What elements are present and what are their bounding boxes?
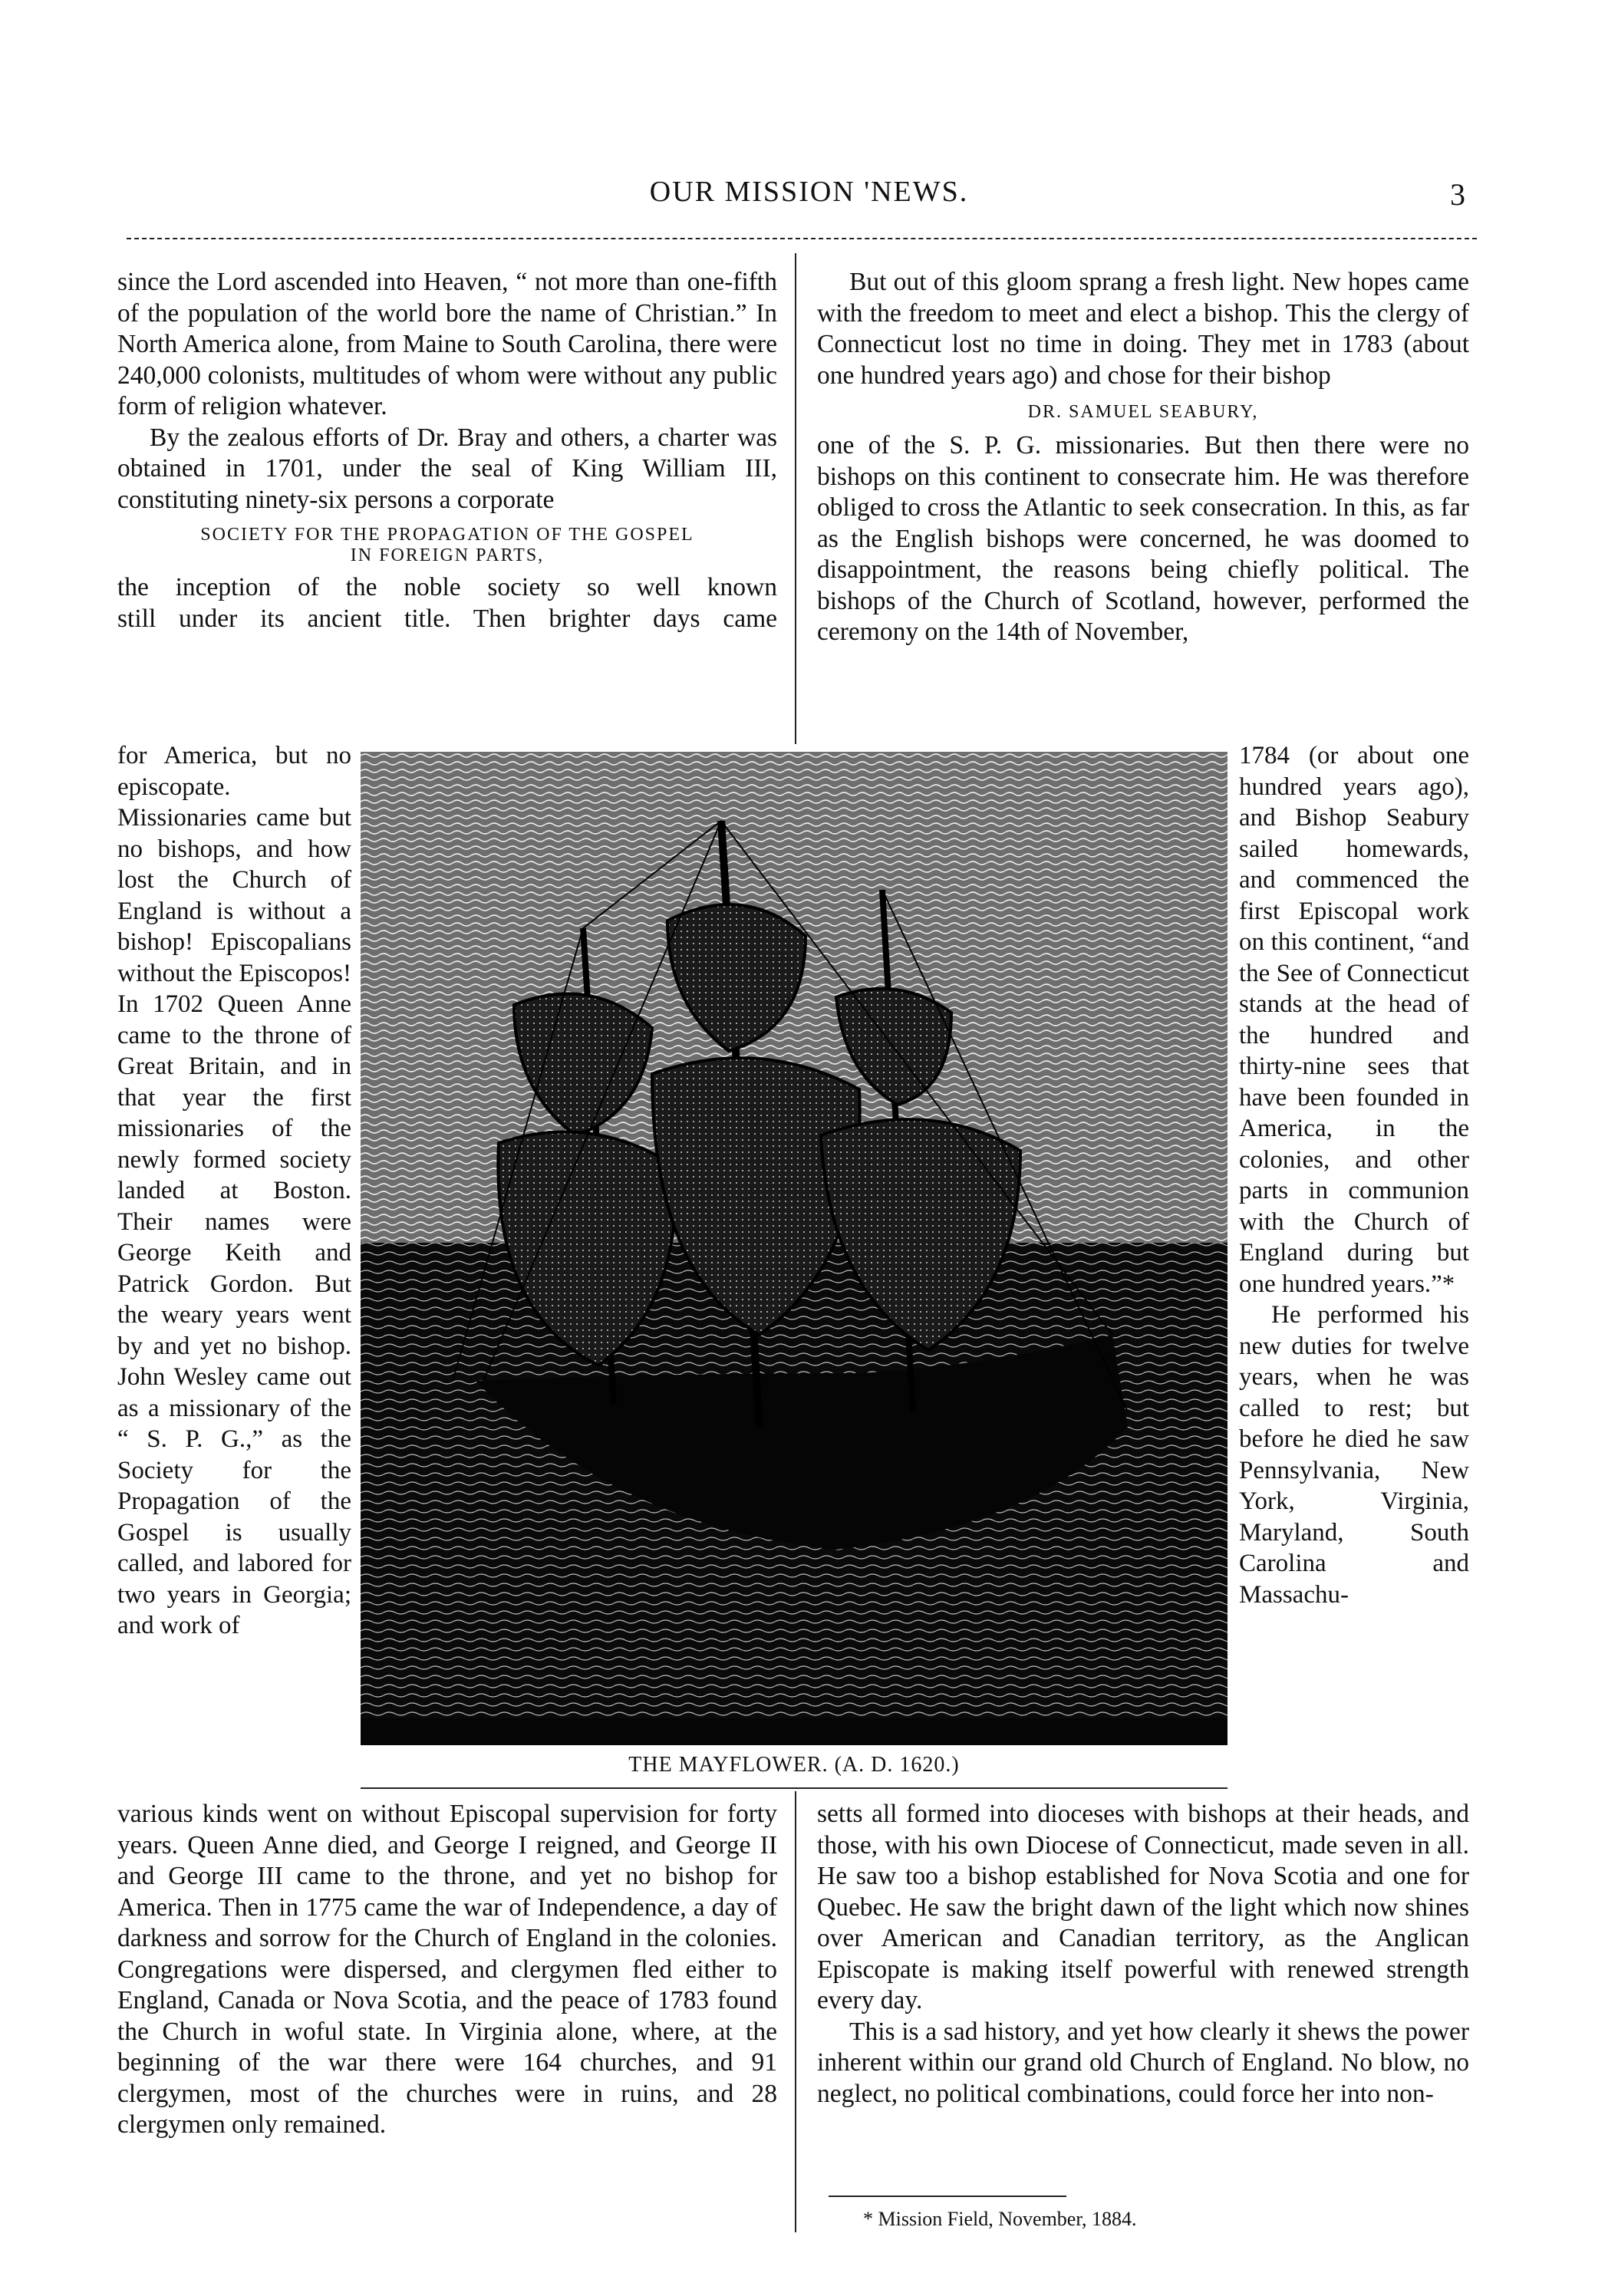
left-wrap-text: for America, but no episcopate. Missionaries came but no bishops, and how lost the Church of England is without a bishop! Episcopalians without the Episcopos! In 1702 Queen Anne came to the throne of Great Britain, and in that year the first missionaries of the newly formed society landed at Boston. Their names were George Keith and Patrick Gordon. But the weary years went by and yet no bishop. John Wesley came out as a missionary of the “ S. P. G.,” as the Society for the Propagation of the Gospel is usually called, and labored for two years in Georgia; and work of [117,742,351,1639]
caption-rule [361,1787,1228,1789]
left-paragraph-3-continued: various kinds went on without Episcopal supervision for forty years. Queen Anne died, and George I reigned, and George II and George III came to the throne, and yet no bishop for America. Then in 1775 came the war of Independence, a day of darkness and sorrow for the Church of England in the colonies. Congregations were dispersed, and clergymen fled either to England, Canada or Nova Scotia, and the peace of 1783 found the Church in woful state. In Virginia alone, where, at the beginning of the war there were 164 churches, and 91 clergymen, most of the churches were in ruins, and 28 clergymen only remained. [117,1800,777,2139]
society-heading-line-2: IN FOREIGN PARTS, [350,545,545,565]
page-number: 3 [1450,177,1465,212]
running-title: OUR MISSION 'NEWS. [649,176,969,208]
mayflower-engraving [361,752,1228,1745]
right-column-bottom [817,1799,1469,2110]
left-paragraph-1: since the Lord ascended into Heaven, “ not more than one-fifth of the population of the world bore the name of Christian.” In North America alone, from Maine to South Carolina, there were 240,000 colonists, multitudes of whom were without any public form of religion whatever. [117,268,777,420]
left-paragraph-3-line-2: still under its ancient title. Then brighter days came [117,604,777,633]
footnote: * Mission Field, November, 1884. [863,2208,1137,2230]
illustration-caption: THE MAYFLOWER. (A. D. 1620.) [628,1753,960,1777]
left-paragraph-2: By the zealous efforts of Dr. Bray and others, a charter was obtained in 1701, under the seal of King William III, constituting ninety-six persons a corporate [117,423,777,514]
left-column-bottom [117,1799,777,2141]
right-paragraph-3: This is a sad history, and yet how clearly it shews the power inherent within our grand old Church of England. No blow, no neglect, no political combinations, could force her into non- [817,2017,1469,2108]
seabury-heading: DR. SAMUEL SEABURY, [1027,402,1259,422]
right-wrap-text-1: 1784 (or about one hundred years ago), and Bishop Seabury sailed homewards, and commenced the first Episcopal work on this continent, “and the See of Connecticut stands at the head of the hundred and thirty-nine sees that have been founded in America, in the colonies, and other parts in communion with the Church of England during but one hundred years.”* [1239,742,1469,1298]
ship-icon [361,752,1228,1745]
footnote-rule [829,2196,1066,2197]
right-paragraph-2-continued: setts all formed into dioceses with bishops at their heads, and those, with his own Diocese of Connecticut, made seven in all. He saw too a bishop established for Nova Scotia and one for Quebec. He saw the bright dawn of the light which now shines over American and Canadian territory, as the Anglican Episcopate is making itself powerful with renewed strength every day. [817,1800,1469,2014]
column-divider-lower [795,1791,796,2232]
left-paragraph-3-line-1: the inception of the noble society so well known [117,573,777,601]
right-paragraph-1: But out of this gloom sprang a fresh light. New hopes came with the freedom to meet and elect a bishop. This the clergy of Connecticut lost no time in doing. They met in 1783 (about one hundred years ago) and chose for their bishop [817,268,1469,390]
right-wrap-column [1239,740,1469,1610]
column-divider-upper [795,253,796,744]
right-column-top [817,267,1469,648]
left-column-top [117,267,777,634]
society-heading-line-1: SOCIETY FOR THE PROPAGATION OF THE GOSPEL [200,525,694,545]
right-paragraph-2: one of the S. P. G. missionaries. But then there were no bishops on this continent to consecrate him. He was therefore obliged to cross the Atlantic to seek consecration. In this, as far as the English bishops were concerned, he was doomed to disappointment, the reasons being chiefly political. The bishops of the Church of Scotland, however, performed the ceremony on the 14th of November, [817,431,1469,646]
right-wrap-text-2: He performed his new duties for twelve years, when he was called to rest; but before he died he saw Pennsylvania, New York, Virginia, Maryland, South Carolina and Massachu- [1239,1301,1469,1609]
left-wrap-column [117,740,351,1642]
header-rule [127,238,1477,239]
